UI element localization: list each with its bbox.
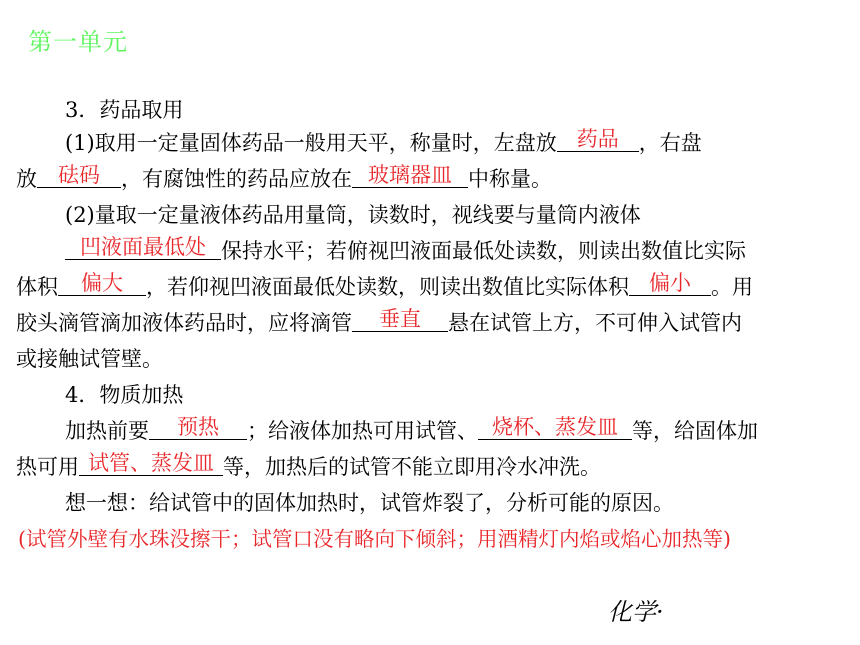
answer-text: 凹液面最低处 [80,235,206,259]
section4-heading: 4．物质加热 [65,383,184,407]
answer-text: 预热 [177,415,219,439]
text: 。用 [711,275,753,299]
text: 中称量。 [468,167,552,191]
answer-text: 试管、蒸发皿 [88,451,214,475]
text: 悬在试管上方，不可伸入试管内 [448,311,742,335]
answer-text: 玻璃器皿 [368,163,452,187]
answer-blank [149,415,247,440]
answer-blank [478,415,632,440]
text: 等，给固体加 [632,419,758,443]
answer-text: 烧杯、蒸发皿 [492,415,618,439]
answer-blank [352,163,468,188]
answer-blank [65,235,221,260]
answer-text: 偏大 [81,271,123,295]
text: ，若仰视凹液面最低处读数，则读出数值比实际体积 [146,275,629,299]
answer-blank [37,163,121,188]
text: 等，加热后的试管不能立即用冷水冲洗。 [223,455,601,479]
answer-text: 偏小 [649,271,691,295]
answer-text: 砝码 [58,163,100,187]
text: 热可用 [16,455,79,479]
section4-think: 想一想：给试管中的固体加热时，试管炸裂了，分析可能的原因。 [65,491,674,515]
answer-blank [629,271,711,296]
section3-line2 [16,163,552,195]
answer-blank [557,127,639,152]
section4-answer: (试管外壁有水珠没擦干；试管口没有略向下倾斜；用酒精灯内焰或焰心加热等) [18,527,731,551]
answer-text: 垂直 [379,307,421,331]
text: (2)量取一定量液体药品用量筒，读数时，视线要与量筒内液体 [65,203,641,227]
answer-blank [58,271,146,296]
section3-heading: 3．药品取用 [65,98,184,122]
section3-line6 [16,307,742,339]
section3-line5 [16,271,753,303]
text: (1)取用一定量固体药品一般用天平，称量时，左盘放 [65,131,557,155]
answer-blank [352,307,448,332]
text: ，右盘 [638,131,702,155]
footer-subject: 化学· [608,598,664,626]
section3-line1 [65,127,702,159]
text: 放 [16,167,37,191]
text: 或接触试管壁。 [16,347,163,371]
answer-blank [79,451,223,476]
section4-line1 [65,415,758,447]
unit-title: 第一单元 [28,28,128,56]
section4-line2 [16,451,601,483]
section3-line7 [16,343,163,375]
text: ；给液体加热可用试管、 [247,419,478,443]
text: 体积 [16,275,58,299]
text: 加热前要 [65,419,149,443]
section3-line3 [65,199,641,231]
section3-line4 [65,235,746,267]
text: ，有腐蚀性的药品应放在 [121,167,352,191]
answer-text: 药品 [576,127,619,151]
text: 保持水平；若俯视凹液面最低处读数，则读出数值比实际 [221,239,746,263]
text: 胶头滴管滴加液体药品时，应将滴管 [16,311,352,335]
